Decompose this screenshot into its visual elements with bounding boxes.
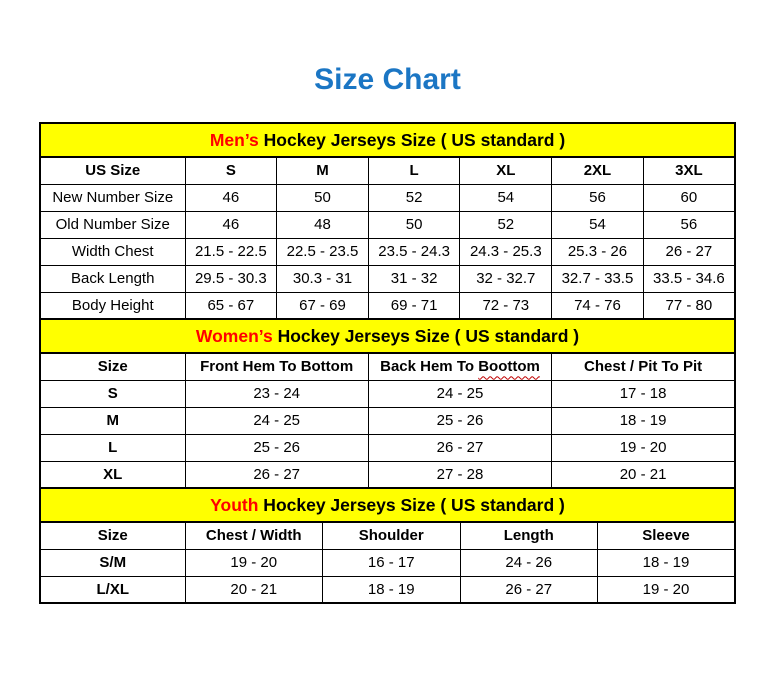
womens-band-row <box>40 319 735 353</box>
mens-row-label: Body Height <box>40 292 185 319</box>
mens-value-cell: 22.5 - 23.5 <box>277 238 369 265</box>
womens-column-header: Front Hem To Bottom <box>185 353 368 380</box>
mens-row-label: Back Length <box>40 265 185 292</box>
mens-data-row <box>40 184 735 211</box>
youth-value-cell: 16 - 17 <box>323 549 461 576</box>
youth-value-cell: 18 - 19 <box>598 549 736 576</box>
mens-value-cell: 54 <box>552 211 644 238</box>
youth-row-label: S/M <box>40 549 185 576</box>
mens-value-cell: 30.3 - 31 <box>277 265 369 292</box>
mens-value-cell: 77 - 80 <box>643 292 735 319</box>
youth-heading-highlight: Youth <box>210 494 259 515</box>
mens-band-row <box>40 123 735 157</box>
womens-value-cell: 23 - 24 <box>185 380 368 407</box>
mens-value-cell: 72 - 73 <box>460 292 552 319</box>
womens-data-row <box>40 407 735 434</box>
youth-column-header: Chest / Width <box>185 522 323 549</box>
womens-value-cell: 17 - 18 <box>552 380 735 407</box>
womens-value-cell: 25 - 26 <box>185 434 368 461</box>
womens-column-header: Chest / Pit To Pit <box>552 353 735 380</box>
youth-column-header: Size <box>40 522 185 549</box>
size-tables <box>39 122 736 604</box>
mens-value-cell: 32 - 32.7 <box>460 265 552 292</box>
womens-value-cell: 18 - 19 <box>552 407 735 434</box>
mens-value-cell: 56 <box>643 211 735 238</box>
mens-value-cell: 74 - 76 <box>552 292 644 319</box>
womens-row-label: XL <box>40 461 185 488</box>
womens-column-header-text: Back Hem To <box>380 358 479 376</box>
mens-row-label: Width Chest <box>40 238 185 265</box>
womens-value-cell: 25 - 26 <box>368 407 551 434</box>
mens-value-cell: 33.5 - 34.6 <box>643 265 735 292</box>
mens-value-cell: 24.3 - 25.3 <box>460 238 552 265</box>
womens-heading-highlight: Women’s <box>195 325 273 346</box>
youth-value-cell: 26 - 27 <box>460 576 598 603</box>
youth-section-heading <box>40 488 735 522</box>
page-title: Size Chart <box>314 63 461 96</box>
mens-value-cell: 54 <box>460 184 552 211</box>
youth-value-cell: 19 - 20 <box>185 549 323 576</box>
mens-data-row <box>40 238 735 265</box>
mens-value-cell: 26 - 27 <box>643 238 735 265</box>
womens-value-cell: 26 - 27 <box>185 461 368 488</box>
mens-column-header: 2XL <box>552 157 644 184</box>
womens-value-cell: 26 - 27 <box>368 434 551 461</box>
misspelled-word: Boottom <box>478 358 540 376</box>
youth-band-row <box>40 488 735 522</box>
mens-value-cell: 31 - 32 <box>368 265 460 292</box>
mens-value-cell: 52 <box>460 211 552 238</box>
womens-value-cell: 19 - 20 <box>552 434 735 461</box>
youth-size-table <box>39 487 736 604</box>
mens-section-heading <box>40 123 735 157</box>
mens-value-cell: 67 - 69 <box>277 292 369 319</box>
mens-value-cell: 69 - 71 <box>368 292 460 319</box>
mens-value-cell: 56 <box>552 184 644 211</box>
youth-heading-rest: Hockey Jerseys Size ( US standard ) <box>258 494 565 515</box>
mens-value-cell: 50 <box>368 211 460 238</box>
mens-value-cell: 23.5 - 24.3 <box>368 238 460 265</box>
womens-value-cell: 20 - 21 <box>552 461 735 488</box>
mens-value-cell: 65 - 67 <box>185 292 277 319</box>
mens-heading-rest: Hockey Jerseys Size ( US standard ) <box>258 129 566 150</box>
womens-value-cell: 27 - 28 <box>368 461 551 488</box>
youth-value-cell: 18 - 19 <box>323 576 461 603</box>
mens-heading-highlight: Men’s <box>209 129 259 150</box>
womens-data-row <box>40 380 735 407</box>
womens-data-row <box>40 461 735 488</box>
youth-row-label: L/XL <box>40 576 185 603</box>
mens-column-header: S <box>185 157 277 184</box>
youth-header-row <box>40 522 735 549</box>
youth-value-cell: 24 - 26 <box>460 549 598 576</box>
mens-value-cell: 32.7 - 33.5 <box>552 265 644 292</box>
mens-data-row <box>40 265 735 292</box>
mens-value-cell: 52 <box>368 184 460 211</box>
youth-value-cell: 20 - 21 <box>185 576 323 603</box>
mens-value-cell: 21.5 - 22.5 <box>185 238 277 265</box>
womens-column-header: Size <box>40 353 185 380</box>
mens-column-header: XL <box>460 157 552 184</box>
mens-size-table <box>39 122 736 320</box>
youth-column-header: Shoulder <box>323 522 461 549</box>
mens-value-cell: 46 <box>185 184 277 211</box>
mens-column-header: M <box>277 157 369 184</box>
mens-row-label: New Number Size <box>40 184 185 211</box>
youth-data-row <box>40 549 735 576</box>
womens-row-label: S <box>40 380 185 407</box>
womens-size-table <box>39 318 736 489</box>
womens-row-label: L <box>40 434 185 461</box>
mens-row-label: Old Number Size <box>40 211 185 238</box>
mens-column-header: 3XL <box>643 157 735 184</box>
womens-row-label: M <box>40 407 185 434</box>
youth-column-header: Length <box>460 522 598 549</box>
mens-value-cell: 60 <box>643 184 735 211</box>
mens-value-cell: 48 <box>277 211 369 238</box>
womens-column-header <box>368 353 551 380</box>
mens-header-row <box>40 157 735 184</box>
youth-value-cell: 19 - 20 <box>598 576 736 603</box>
mens-data-row <box>40 211 735 238</box>
mens-value-cell: 50 <box>277 184 369 211</box>
mens-value-cell: 46 <box>185 211 277 238</box>
mens-column-header: US Size <box>40 157 185 184</box>
mens-value-cell: 29.5 - 30.3 <box>185 265 277 292</box>
womens-header-row <box>40 353 735 380</box>
mens-data-row <box>40 292 735 319</box>
womens-value-cell: 24 - 25 <box>368 380 551 407</box>
womens-data-row <box>40 434 735 461</box>
womens-value-cell: 24 - 25 <box>185 407 368 434</box>
mens-column-header: L <box>368 157 460 184</box>
womens-section-heading <box>40 319 735 353</box>
youth-column-header: Sleeve <box>598 522 736 549</box>
youth-data-row <box>40 576 735 603</box>
womens-heading-rest: Hockey Jerseys Size ( US standard ) <box>272 325 580 346</box>
mens-value-cell: 25.3 - 26 <box>552 238 644 265</box>
